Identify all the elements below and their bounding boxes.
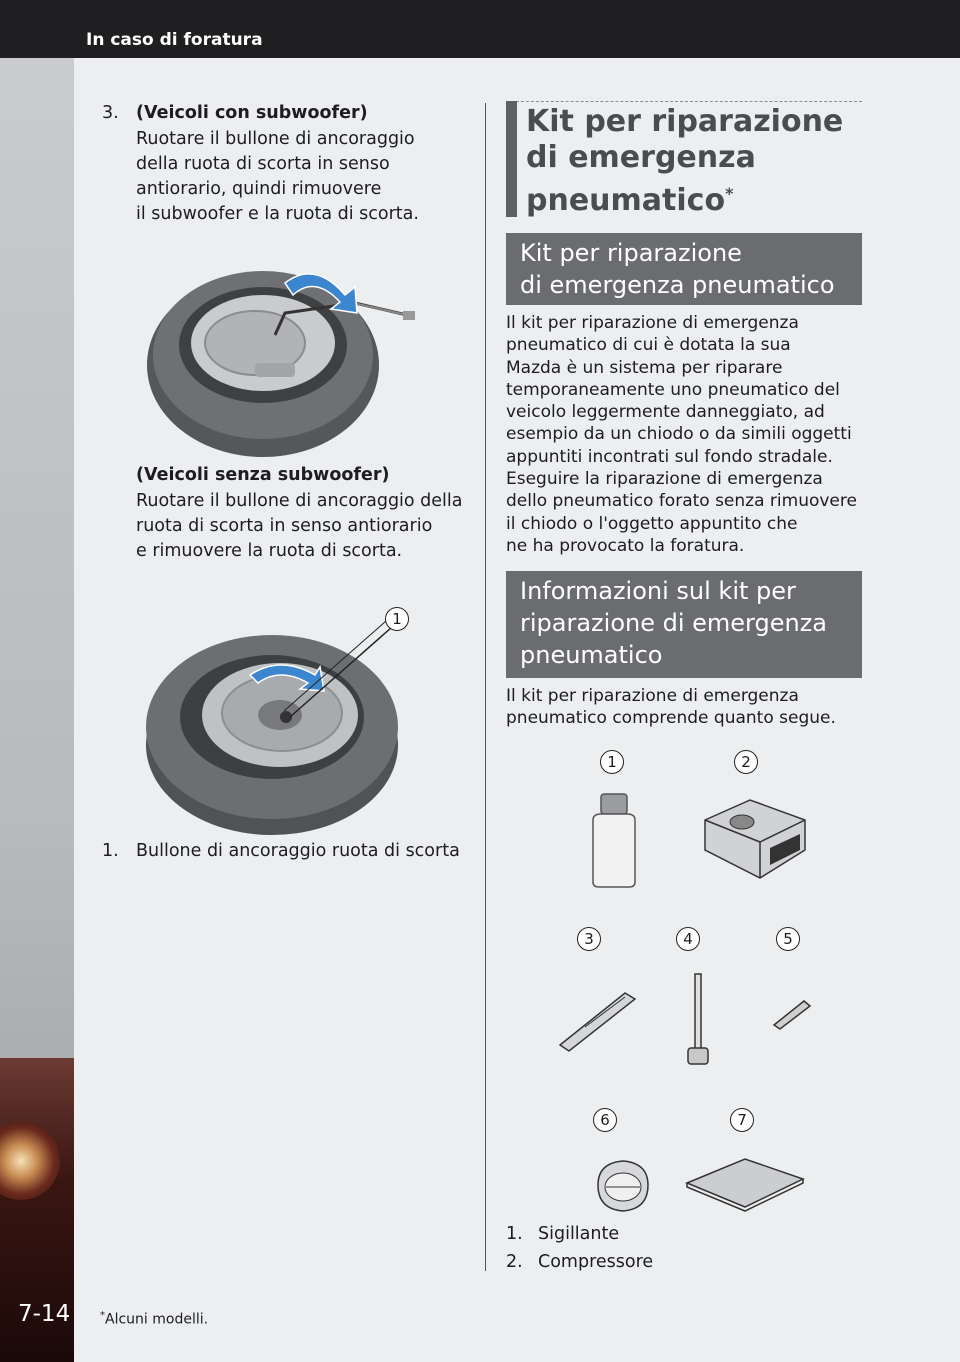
section2-heading-line-1: Informazioni sul kit per — [520, 577, 796, 605]
spare-tire-subwoofer-illustration — [145, 255, 445, 465]
valve-cap-icon — [588, 1155, 658, 1215]
section-title: In caso di foratura — [86, 30, 263, 50]
sealant-bottle-icon — [585, 790, 645, 890]
callout-6: 6 — [593, 1108, 617, 1132]
body-line: il chiodo o l'oggetto appuntito che — [506, 513, 798, 534]
caption-text: Bullone di ancoraggio ruota di scorta — [136, 841, 460, 861]
body-line: dello pneumatico forato senza rimuovere — [506, 491, 857, 512]
step-number: 3. — [102, 103, 119, 123]
section2-heading-line-2: riparazione di emergenza — [520, 609, 828, 637]
compressor-icon — [700, 790, 810, 885]
list-item-1: Sigillante — [538, 1224, 620, 1244]
callout-7: 7 — [730, 1108, 754, 1132]
page-header — [0, 0, 960, 58]
kit-title-line-3 — [526, 176, 843, 219]
caption-number: 1. — [102, 841, 119, 861]
valve-tool-icon — [555, 985, 640, 1055]
body-line: Il kit per riparazione di emergenza — [506, 686, 799, 706]
spare-tire-illustration — [140, 605, 415, 840]
body-line: Il kit per riparazione di emergenza — [506, 313, 799, 333]
hose-icon — [683, 970, 713, 1070]
footnote-mark: * — [100, 1310, 105, 1321]
step-line-1: Ruotare il bullone di ancoraggio — [136, 129, 415, 149]
list-number-2: 2. — [506, 1252, 523, 1272]
section1-body — [506, 312, 866, 557]
kit-title-line-2: di emergenza — [526, 140, 756, 175]
step-line-2: della ruota di scorta in senso — [136, 154, 390, 174]
kit-title-line-1: Kit per riparazione — [526, 104, 844, 139]
callout-3: 3 — [577, 927, 601, 951]
step-line-3: antiorario, quindi rimuovere — [136, 179, 382, 199]
footnote-text: Alcuni modelli. — [105, 1311, 209, 1328]
section2-heading — [506, 571, 862, 678]
valve-core-icon — [770, 995, 815, 1030]
sticker-sheet-icon — [683, 1155, 808, 1215]
body-line: temporaneamente uno pneumatico del — [506, 379, 840, 400]
side-strip — [0, 58, 74, 1362]
callout-4: 4 — [676, 927, 700, 951]
asterisk-mark: * — [725, 184, 734, 203]
section2-body — [506, 685, 866, 730]
title-accent-bar — [506, 101, 517, 217]
alt-line-2: ruota di scorta in senso antiorario — [136, 516, 433, 536]
page-number: 7-14 — [18, 1301, 71, 1327]
callout-2: 2 — [734, 750, 758, 774]
kit-title-word: pneumatico — [526, 183, 726, 218]
callout-1: 1 — [385, 607, 409, 631]
footnote — [100, 1310, 208, 1328]
alt-line-1: Ruotare il bullone di ancoraggio della — [136, 491, 463, 511]
kit-title — [526, 104, 843, 219]
body-line: Eseguire la riparazione di emergenza — [506, 469, 823, 490]
body-line: appuntiti incontrati sul fondo stradale. — [506, 446, 833, 467]
alt-heading: (Veicoli senza subwoofer) — [136, 465, 390, 485]
column-divider — [485, 103, 486, 1271]
section1-heading-line-1: Kit per riparazione — [520, 239, 742, 267]
step-line-4: il subwoofer e la ruota di scorta. — [136, 204, 419, 224]
alt-line-3: e rimuovere la ruota di scorta. — [136, 541, 403, 561]
body-line: veicolo leggermente danneggiato, ad — [506, 402, 825, 423]
body-line: pneumatico comprende quanto segue. — [506, 708, 836, 729]
body-line: pneumatico di cui è dotata la sua — [506, 335, 791, 356]
callout-5: 5 — [776, 927, 800, 951]
step-heading: (Veicoli con subwoofer) — [136, 103, 368, 123]
section2-heading-line-3: pneumatico — [520, 641, 663, 669]
body-line: Mazda è un sistema per riparare — [506, 357, 783, 378]
list-item-2: Compressore — [538, 1252, 654, 1272]
list-number-1: 1. — [506, 1224, 523, 1244]
body-line: esempio da un chiodo o da simili oggetti — [506, 424, 852, 445]
callout-1: 1 — [600, 750, 624, 774]
section1-heading-line-2: di emergenza pneumatico — [520, 271, 835, 299]
section1-heading — [506, 233, 862, 305]
body-line: ne ha provocato la foratura. — [506, 535, 745, 556]
